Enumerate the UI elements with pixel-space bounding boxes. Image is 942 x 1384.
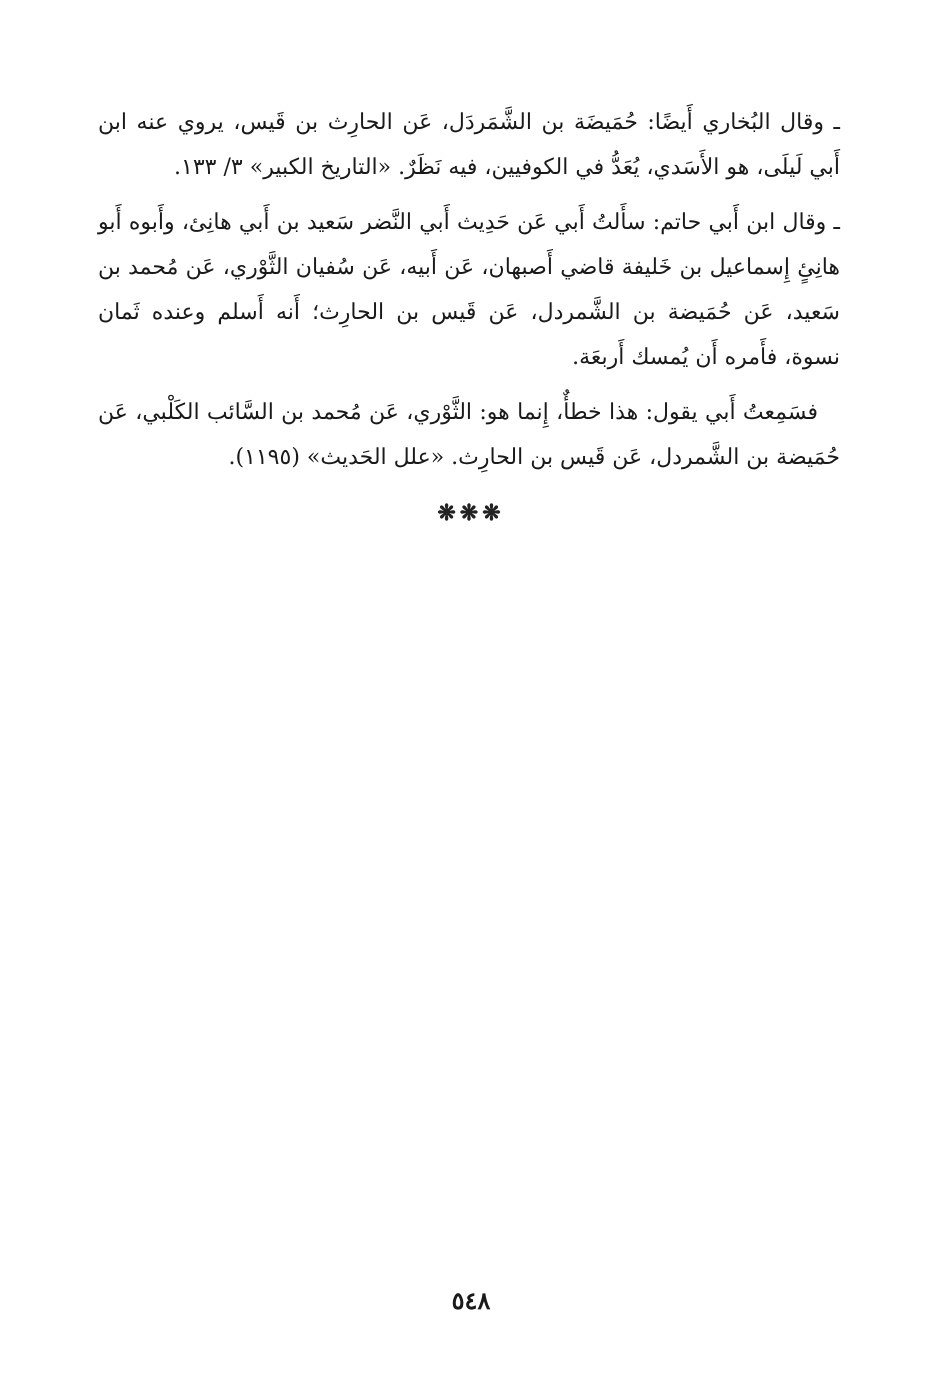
paragraph-abi-saying: فسَمِعتُ أَبي يقول: هذا خطأٌ، إِنما هو: الثَّوْري، عَن مُحمد بن السَّائب الكَلْبي، عَن حُمَيضة بن الشَّمردل، عَن قَيس بن الحارِث. «علل الحَديث» (١١٩٥).: [98, 400, 840, 470]
paragraph-ibn-abi-hatim: ـ وقال ابن أَبي حاتم: سأَلتُ أَبي عَن حَدِيث أَبي النَّضر سَعيد بن أَبي هانِئ، وأَبوه أَبو هانِئٍ إِسماعيل بن خَليفة قاضي أَصبهان، عَن أَبيه، عَن سُفيان الثَّوْري، عَن مُحمد بن سَعيد، عَن حُمَيضة بن الشَّمردل، عَن قَيس بن الحارِث؛ أَنه أَسلم وعنده ثَمان نسوة، فأَمره أَن يُمسك أَربعَة.: [98, 210, 840, 370]
section-separator: ❋❋❋: [437, 500, 505, 526]
page-number: ٥٤٨: [451, 1286, 491, 1315]
paragraph-bukhari: ـ وقال البُخاري أَيضًا: حُمَيضَة بن الشَّمَردَل، عَن الحارِث بن قَيس، يروي عنه ابن أَبي لَيلَى، هو الأَسَدي، يُعَدُّ في الكوفيين، فيه نَظَرٌ. «التاريخ الكبير» ٣/ ١٣٣.: [98, 110, 840, 180]
main-text: [98, 100, 840, 490]
